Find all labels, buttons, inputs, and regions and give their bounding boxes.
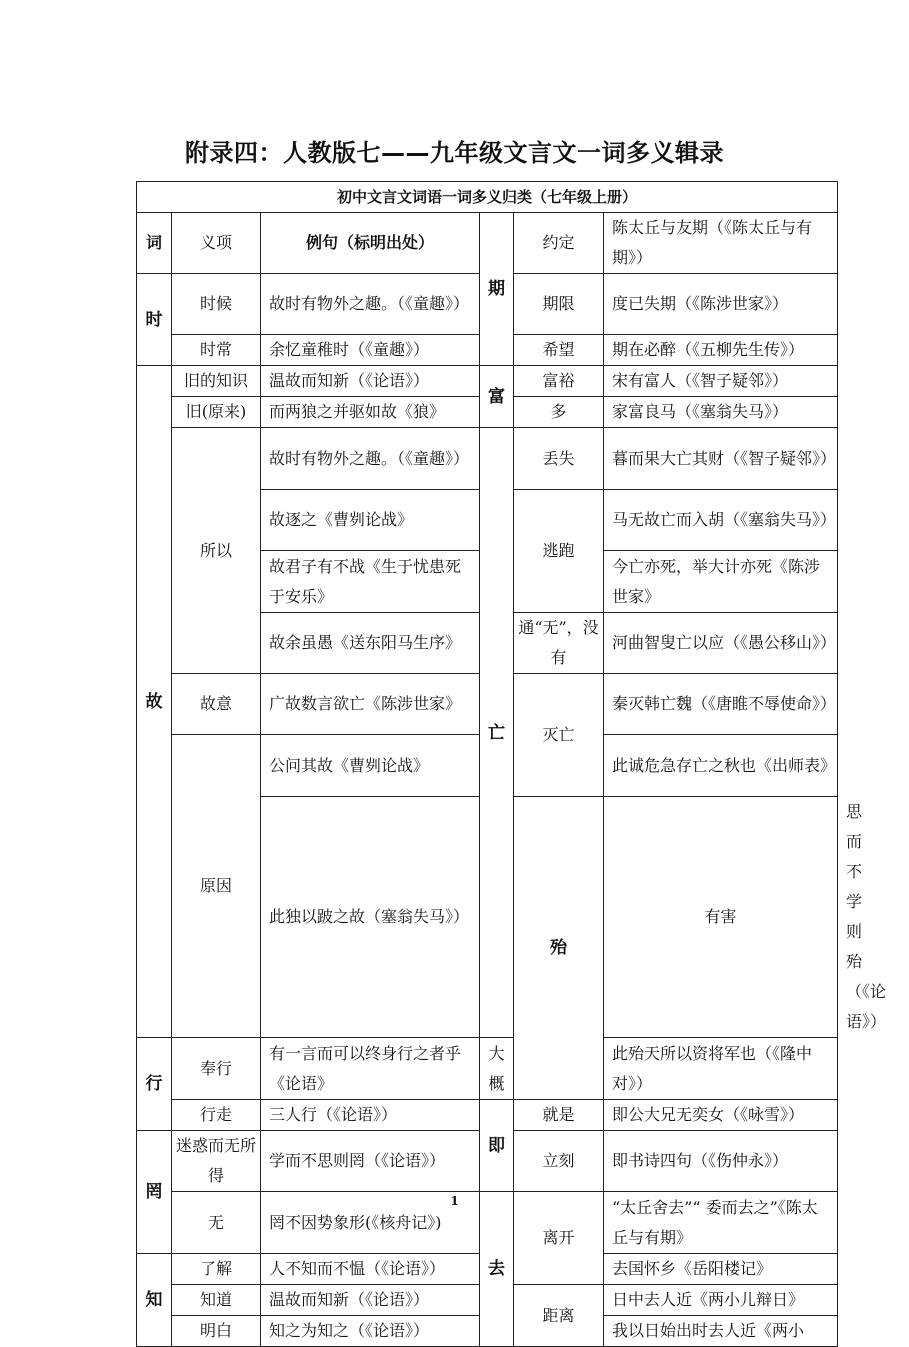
word-wang-lost: 亡 (480, 428, 514, 1038)
meaning-cell: 就是 (514, 1100, 604, 1131)
word-qi: 期 (480, 213, 514, 366)
meaning-cell: 通“无”，没有 (514, 613, 604, 674)
table-row (137, 1100, 838, 1131)
example-cell: 我以日始出时去人近《两小 (604, 1316, 838, 1347)
table-row (137, 428, 838, 490)
example-cell: 秦灭韩亡魏（《唐睢不辱使命》） (604, 674, 838, 735)
meaning-cell: 距离 (514, 1285, 604, 1347)
example-cell: 日中去人近《两小儿辩日》 (604, 1285, 838, 1316)
meaning-cell: 逃跑 (514, 490, 604, 613)
meaning-cell: 无 (172, 1192, 261, 1254)
example-cell: 人不知而不愠（《论语》） (261, 1254, 480, 1285)
table-caption: 初中文言文词语一词多义归类（七年级上册） (137, 182, 838, 213)
table-row: 此独以跛之故（塞翁失马》） 殆 有害 思而不学则殆（《论语》） (137, 797, 838, 1038)
meaning-cell: 多 (514, 397, 604, 428)
example-cell: 故君子有不战《生于忧患死于安乐》 (261, 551, 480, 613)
example-cell: 学而不思则罔（《论语》） (261, 1131, 480, 1192)
example-cell: 此殆天所以资将军也（《隆中对》） (604, 1038, 838, 1100)
word-qu: 去 (480, 1192, 514, 1347)
example-cell: 河曲智叟亡以应（《愚公移山》） (604, 613, 838, 674)
example-cell: 有一言而可以终身行之者乎《论语》 (261, 1038, 480, 1100)
header-example: 例句（标明出处） (261, 213, 480, 274)
meaning-cell: 故意 (172, 674, 261, 735)
example-cell: 此诚危急存亡之秋也《出师表》 (604, 735, 838, 797)
word-shi: 时 (137, 274, 172, 366)
meaning-cell: 希望 (514, 335, 604, 366)
table-row (137, 366, 838, 397)
meaning-cell: 大概 (480, 1038, 514, 1100)
meaning-cell: 灭亡 (514, 674, 604, 797)
example-cell: 陈太丘与友期（《陈太丘与有期》） (604, 213, 838, 274)
meaning-cell: 时常 (172, 335, 261, 366)
example-cell: 三人行（《论语》） (261, 1100, 480, 1131)
example-cell: 广故数言欲亡《陈涉世家》 (261, 674, 480, 735)
example-cell: 温故而知新（《论语》） (261, 1285, 480, 1316)
header-meaning: 义项 (172, 213, 261, 274)
word-zhi: 知 (137, 1254, 172, 1347)
word-dai: 殆 (514, 797, 604, 1100)
meaning-cell: 所以 (172, 428, 261, 674)
example-cell: 宋有富人（《智子疑邻》） (604, 366, 838, 397)
page-title: 附录四：人教版七——九年级文言文一词多义辑录 (185, 139, 724, 167)
example-cell: 故余虽愚《送东阳马生序》 (261, 613, 480, 674)
example-cell: 家富良马（《塞翁失马》） (604, 397, 838, 428)
example-cell: 马无故亡而入胡（《塞翁失马》） (604, 490, 838, 551)
meaning-cell: 时候 (172, 274, 261, 335)
example-cell: 即书诗四句（《伤仲永》） (604, 1131, 838, 1192)
example-cell: 期在必醉（《五柳先生传》） (604, 335, 838, 366)
meaning-cell: 知道 (172, 1285, 261, 1316)
table-row (137, 1038, 838, 1100)
meaning-cell: 立刻 (514, 1131, 604, 1192)
example-cell: 暮而果大亡其财（《智子疑邻》） (604, 428, 838, 490)
word-fu: 富 (480, 366, 514, 428)
example-cell: 温故而知新（《论语》） (261, 366, 480, 397)
meaning-cell: 富裕 (514, 366, 604, 397)
example-cell: 而两狼之并驱如故《狼》 (261, 397, 480, 428)
meaning-cell: 迷惑而无所得 (172, 1131, 261, 1192)
example-cell: 今亡亦死，举大计亦死《陈涉世家》 (604, 551, 838, 613)
meaning-cell: 行走 (172, 1100, 261, 1131)
example-cell: 故逐之《曹刿论战》 (261, 490, 480, 551)
meaning-cell: 有害 (604, 797, 838, 1038)
example-cell: 去国怀乡《岳阳楼记》 (604, 1254, 838, 1285)
meaning-cell: 原因 (172, 735, 261, 1038)
meaning-cell: 离开 (514, 1192, 604, 1285)
example-cell: 公问其故《曹刿论战》 (261, 735, 480, 797)
example-cell: 故时有物外之趣。（《童趣》） (261, 274, 480, 335)
word-wang-confused: 罔 (137, 1131, 172, 1254)
meaning-cell: 明白 (172, 1316, 261, 1347)
example-cell: 故时有物外之趣。（《童趣》） (261, 428, 480, 490)
word-xing: 行 (137, 1038, 172, 1131)
example-cell: 即公大兄无奕女（《咏雪》） (604, 1100, 838, 1131)
meaning-cell: 了解 (172, 1254, 261, 1285)
example-cell: 罔不因势象形(《核舟记》) (261, 1192, 480, 1254)
meaning-cell: 旧(原来) (172, 397, 261, 428)
example-cell: 此独以跛之故（塞翁失马》） (261, 797, 480, 1038)
page-number: 1 (450, 1194, 459, 1208)
table-row (137, 213, 838, 274)
meaning-cell: 期限 (514, 274, 604, 335)
example-cell: 知之为知之（《论语》） (261, 1316, 480, 1347)
meaning-cell: 约定 (514, 213, 604, 274)
word-gu: 故 (137, 366, 172, 1038)
example-cell: 余忆童稚时（《童趣》） (261, 335, 480, 366)
table-caption-row (137, 182, 838, 213)
example-cell: “太丘舍去”“ 委而去之”《陈太丘与有期》 (604, 1192, 838, 1254)
meaning-cell: 奉行 (172, 1038, 261, 1100)
word-ji: 即 (480, 1100, 514, 1192)
meaning-cell: 旧的知识 (172, 366, 261, 397)
meaning-cell: 丢失 (514, 428, 604, 490)
polysemy-table (136, 181, 887, 1347)
header-word: 词 (137, 213, 172, 274)
example-cell: 度已失期（《陈涉世家》） (604, 274, 838, 335)
